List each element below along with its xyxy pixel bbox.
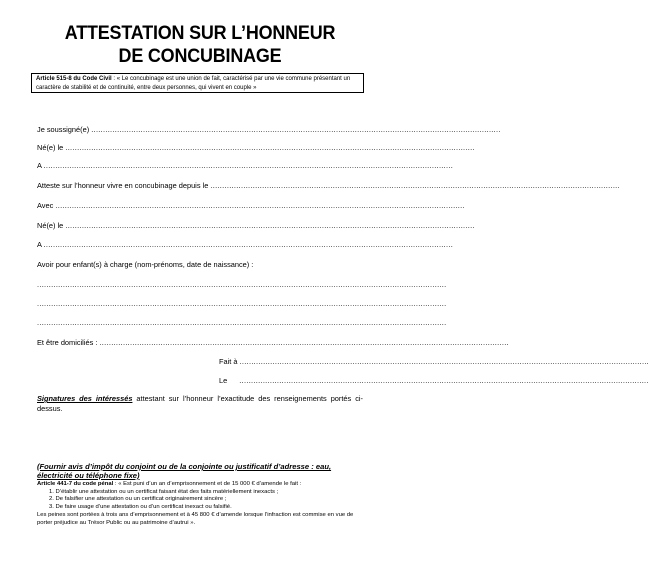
supporting-documents-note: (Fournir avis d’impôt du conjoint ou de la conjointe ou justificatif d’adresse : eau, électricité ou téléphone fixe) [37,462,332,480]
penal-lead-text: : « Est puni d’un an d’emprisonnement et de 15 000 € d’amende le fait : [113,481,302,487]
field-label: Le [219,376,230,385]
children-heading: Avoir pour enfant(s) à charge (nom-prénoms, date de naissance) : [37,260,254,269]
field-label: A [37,161,44,170]
penal-code-notice [37,481,365,527]
dotted-line: .............................................................................................................................................................................. [65,143,475,152]
field-birth-place-1[interactable] [37,161,454,170]
field-label: Né(e) le [37,221,66,230]
field-label: Atteste sur l’honneur vivre en concubinage depuis le [37,181,211,190]
field-fait-a[interactable] [219,357,649,366]
field-cohabitation-since[interactable] [37,181,620,190]
signature-statement [37,394,363,414]
field-birth-date-2[interactable] [37,221,475,230]
dotted-line: .............................................................................................................................................................................. [91,125,501,134]
children-line-3[interactable]: .............................................................................................................................................................................. [37,318,447,327]
dotted-line: .............................................................................................................................................................................. [239,376,649,385]
dotted-line: .............................................................................................................................................................................. [65,221,475,230]
penal-closing: Les peines sont portées à trois ans d’emprisonnement et à 45 800 € d’amende lorsque l’infraction est commise en vue de porter préjudice au Trésor Public ou au patrimoine d’autrui ». [37,511,354,526]
penal-item: 1. D’établir une attestation ou un certificat faisant état des faits matériellement inexacts ; [49,488,279,495]
field-label: Et être domiciliés : [37,338,100,347]
penal-item: 2. De falsifier une attestation ou un certificat originairement sincère ; [49,496,227,503]
legal-reference-box [31,73,364,93]
signature-text: attestant sur l’honneur l’exactitude des renseignements portés ci-dessus. [37,394,363,413]
dotted-line: .............................................................................................................................................................................. [210,181,620,190]
penal-lead [37,481,365,489]
page-title [16,22,384,68]
field-label: Avec [37,201,56,210]
dotted-line: .............................................................................................................................................................................. [239,357,649,366]
children-line-2[interactable]: .............................................................................................................................................................................. [37,299,447,308]
dotted-line: .............................................................................................................................................................................. [99,338,509,347]
field-birth-date-1[interactable] [37,143,475,152]
penal-article-ref: Article 441-7 du code pénal [37,481,114,487]
field-label: A [37,240,44,249]
field-partner-name[interactable] [37,201,465,210]
signature-label: Signatures des intéressés [37,394,133,403]
field-date-le[interactable] [219,376,649,385]
field-domicile[interactable] [37,338,509,347]
field-birth-place-2[interactable] [37,240,454,249]
legal-article-text: : « Le concubinage est une union de fait, caractérisé par une vie commune présentant un caractère de stabilité et de continuité, entre deux personnes, qui vivent en couple » [36,76,351,91]
children-line-1[interactable]: .............................................................................................................................................................................. [37,280,447,289]
field-label: Je soussigné(e) [37,125,92,134]
legal-article-ref: Article 515-8 du Code Civil [36,76,112,82]
title-line-1: ATTESTATION SUR L’HONNEUR [64,22,336,44]
field-label: Né(e) le [37,143,66,152]
penal-item: 3. De faire usage d’une attestation ou d’un certificat inexact ou falsifié. [49,504,232,511]
dotted-line: .............................................................................................................................................................................. [55,201,465,210]
field-label: Fait à [219,357,240,366]
field-soussigne[interactable] [37,125,501,134]
dotted-line: .............................................................................................................................................................................. [43,240,454,249]
title-line-2: DE CONCUBINAGE [118,45,282,67]
dotted-line: .............................................................................................................................................................................. [43,161,454,170]
